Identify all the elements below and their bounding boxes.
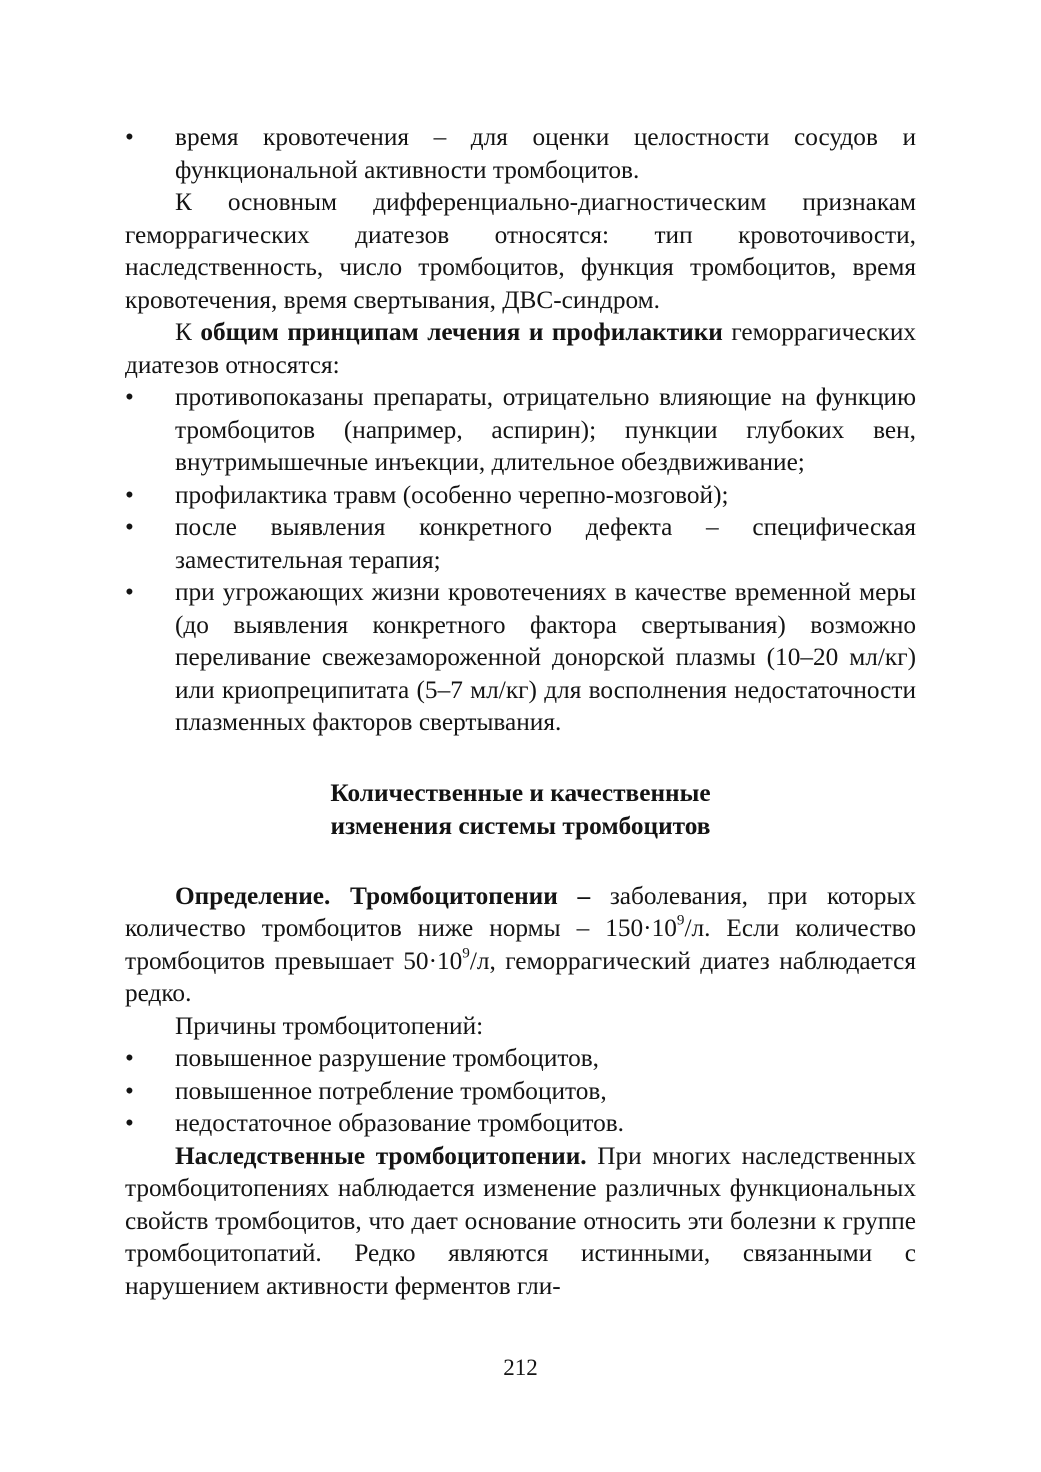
bullet-list-continued [125, 121, 916, 186]
document-page [125, 121, 916, 1302]
list-item: • противопоказаны препараты, отрицательно влияющие на функцию тромбоцитов (например, аспирин); пункции глубоких вен, внутримышечные инъекции, длительное обездвиживание; [125, 381, 916, 479]
text-segment: заболевания, при которых количество тромбоцитов ниже нормы – 150·10 [125, 881, 917, 942]
list-item: • при угрожающих жизни кровотечениях в качестве временной меры (до выявления конкретного фактора свертывания) возможно переливание свежезамороженной донорской плазмы (10–20 мл/кг) или криопреципитата (5–7 мл/кг) для восполнения недостаточности плазменных факторов свертывания. [125, 576, 916, 739]
text-segment: /л. Если количество тромбоцитов превышает 50·10 [125, 914, 916, 975]
superscript: 9 [462, 944, 470, 962]
page-number: 212 [503, 1355, 538, 1380]
text-segment: /л, геморрагический диатез наблюдается редко. [125, 946, 916, 1007]
text-segment: К [175, 318, 201, 346]
list-item: • профилактика травм (особенно черепно-мозговой); [125, 479, 916, 512]
paragraph-treatment-principles [125, 316, 916, 381]
text-segment: геморрагических диатезов относятся: [125, 318, 917, 379]
bold-term: общим принципам лечения и профилактики [200, 318, 723, 346]
section-heading-line: Количественные и качественные [330, 778, 711, 807]
paragraph-diagnostic-signs: К основным дифференциально-диагностическим признакам геморрагических диатезов относятся: тип кровоточивости, наследственность, число тромбоцитов, функция тромбоцитов, время кровотечения, время свертывания, ДВС-синдром. [125, 188, 916, 314]
section-heading [125, 777, 916, 843]
list-item: • недостаточное образование тромбоцитов. [125, 1107, 916, 1140]
bullet-list-treatment [125, 381, 916, 739]
bold-term: Определение. Тромбоцитопении – [175, 881, 591, 910]
list-item: • повышенное потребление тромбоцитов, [125, 1075, 916, 1108]
paragraph-causes-intro: Причины тромбоцитопений: [175, 1011, 484, 1040]
paragraph-definition [125, 880, 916, 1010]
list-item: • повышенное разрушение тромбоцитов, [125, 1042, 916, 1075]
superscript: 9 [676, 911, 685, 929]
list-item: • после выявления конкретного дефекта – специфическая заместительная терапия; [125, 511, 916, 576]
text-segment: При многих наследственных тромбоцитопениях наблюдается изменение различных функциональных свойств тромбоцитов, что дает основание относить эти болезни к группе тромбоцитопатий. Редко являются истинными, связанными с нарушением активности ферментов гли- [125, 1141, 916, 1300]
bullet-list-causes [125, 1042, 916, 1140]
list-item: • время кровотечения – для оценки целостности сосудов и функциональной активности тромбоцитов. [125, 121, 916, 186]
bold-term: Наследственные тромбоцитопении. [175, 1141, 587, 1170]
paragraph-hereditary [125, 1140, 916, 1303]
section-heading-line: изменения системы тромбоцитов [330, 811, 711, 840]
